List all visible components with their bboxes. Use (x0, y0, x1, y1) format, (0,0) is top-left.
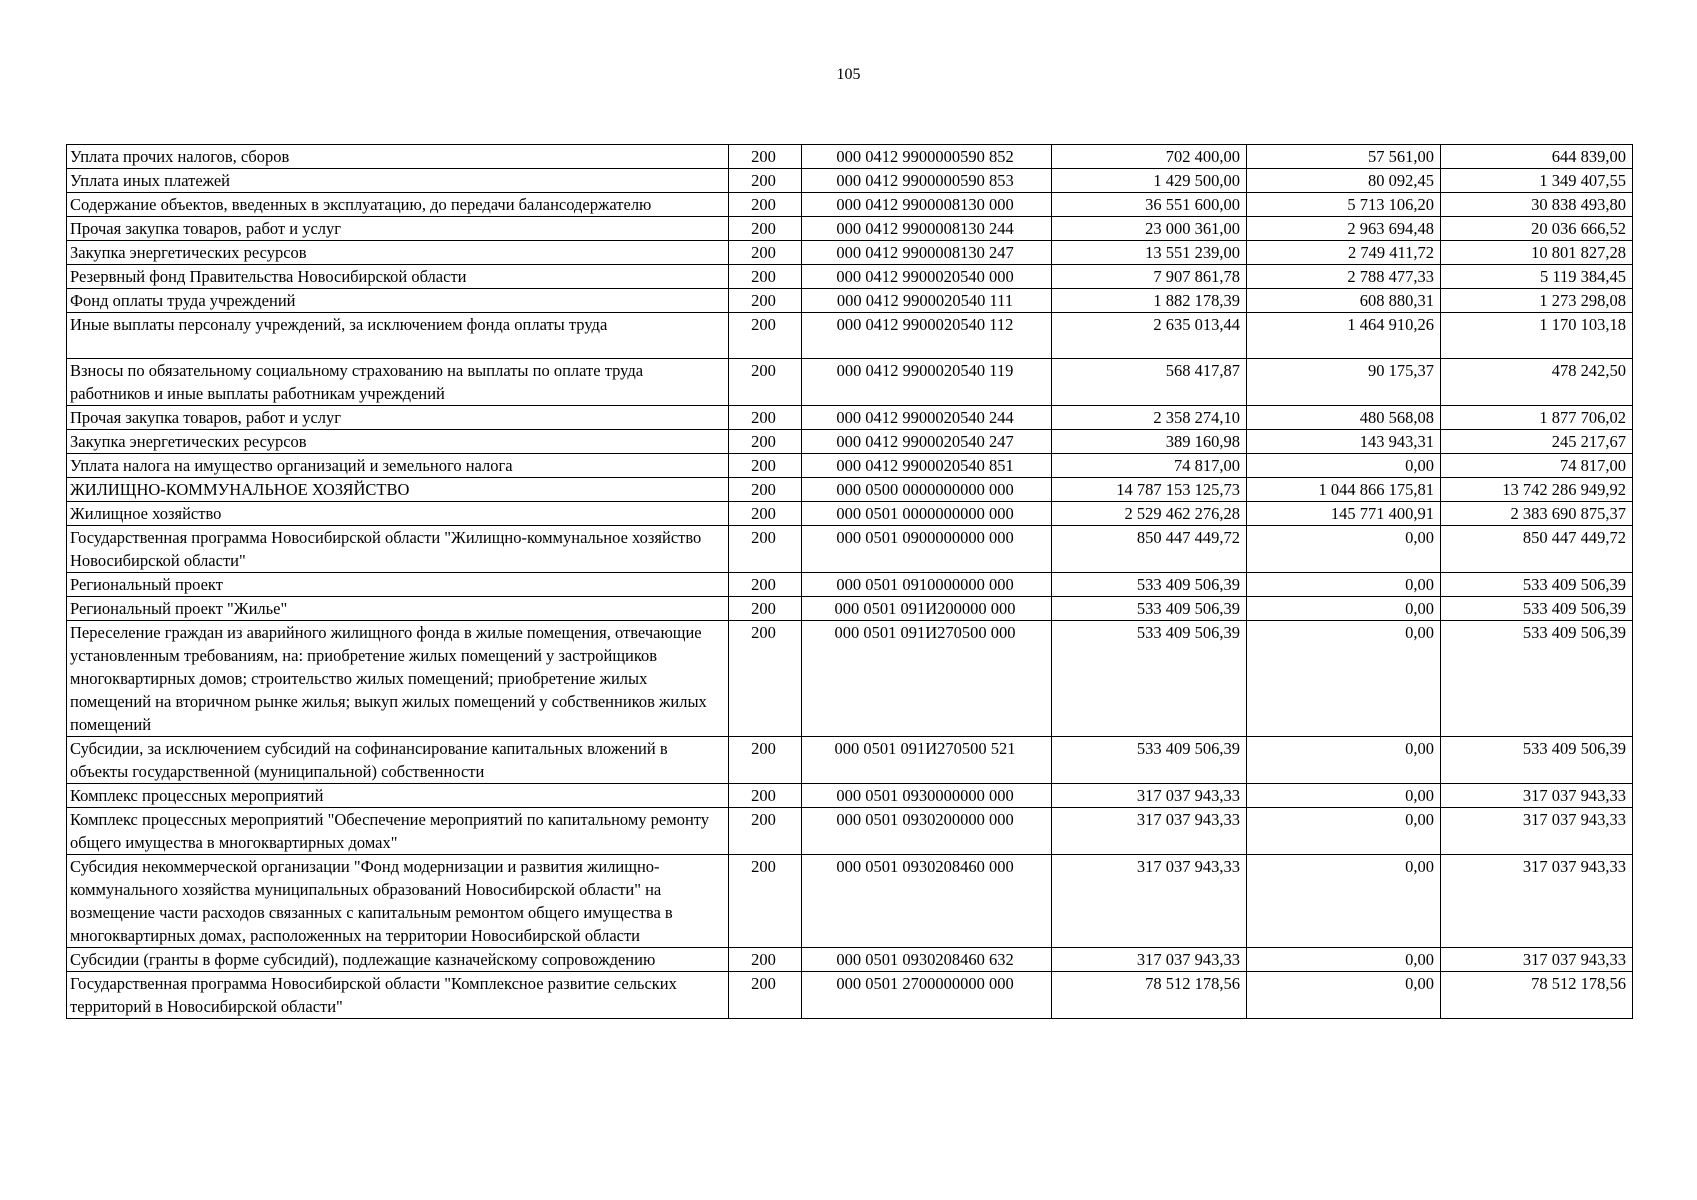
table-row (67, 948, 1633, 972)
row-planned-amount-cell: 533 409 506,39 (1052, 737, 1247, 784)
row-remaining-amount-cell: 533 409 506,39 (1441, 573, 1633, 597)
row-kbk-cell: 000 0412 9900020540 244 (802, 406, 1052, 430)
row-name-cell: Закупка энергетических ресурсов (67, 430, 729, 454)
row-name-cell: Прочая закупка товаров, работ и услуг (67, 406, 729, 430)
row-remaining-amount-cell: 533 409 506,39 (1441, 621, 1633, 737)
row-kbk-cell: 000 0500 0000000000 000 (802, 478, 1052, 502)
row-code-cell: 200 (729, 217, 802, 241)
row-executed-amount-cell: 80 092,45 (1247, 169, 1441, 193)
table-row (67, 454, 1633, 478)
row-executed-amount-cell: 0,00 (1247, 737, 1441, 784)
row-planned-amount-cell: 78 512 178,56 (1052, 972, 1247, 1019)
row-kbk-cell: 000 0501 091И270500 000 (802, 621, 1052, 737)
row-executed-amount-cell: 2 788 477,33 (1247, 265, 1441, 289)
table-row (67, 621, 1633, 737)
row-code-cell: 200 (729, 573, 802, 597)
row-name-cell: Региональный проект "Жилье" (67, 597, 729, 621)
table-row (67, 573, 1633, 597)
row-planned-amount-cell: 850 447 449,72 (1052, 526, 1247, 573)
row-name-cell: Фонд оплаты труда учреждений (67, 289, 729, 313)
row-name-cell: ЖИЛИЩНО-КОММУНАЛЬНОЕ ХОЗЯЙСТВО (67, 478, 729, 502)
row-kbk-cell: 000 0501 0910000000 000 (802, 573, 1052, 597)
table-row (67, 289, 1633, 313)
row-name-cell: Закупка энергетических ресурсов (67, 241, 729, 265)
row-executed-amount-cell: 0,00 (1247, 948, 1441, 972)
row-kbk-cell: 000 0501 0000000000 000 (802, 502, 1052, 526)
row-planned-amount-cell: 1 429 500,00 (1052, 169, 1247, 193)
row-planned-amount-cell: 568 417,87 (1052, 359, 1247, 406)
row-name-cell: Резервный фонд Правительства Новосибирской области (67, 265, 729, 289)
row-remaining-amount-cell: 78 512 178,56 (1441, 972, 1633, 1019)
row-planned-amount-cell: 317 037 943,33 (1052, 948, 1247, 972)
row-planned-amount-cell: 14 787 153 125,73 (1052, 478, 1247, 502)
row-kbk-cell: 000 0412 9900000590 852 (802, 145, 1052, 169)
table-row (67, 145, 1633, 169)
row-executed-amount-cell: 0,00 (1247, 597, 1441, 621)
row-name-cell: Жилищное хозяйство (67, 502, 729, 526)
row-executed-amount-cell: 1 044 866 175,81 (1247, 478, 1441, 502)
row-code-cell: 200 (729, 478, 802, 502)
row-code-cell: 200 (729, 289, 802, 313)
row-remaining-amount-cell: 478 242,50 (1441, 359, 1633, 406)
table-row (67, 217, 1633, 241)
row-planned-amount-cell: 317 037 943,33 (1052, 808, 1247, 855)
row-planned-amount-cell: 702 400,00 (1052, 145, 1247, 169)
row-remaining-amount-cell: 10 801 827,28 (1441, 241, 1633, 265)
row-code-cell: 200 (729, 502, 802, 526)
row-name-cell: Уплата иных платежей (67, 169, 729, 193)
row-planned-amount-cell: 533 409 506,39 (1052, 621, 1247, 737)
row-name-cell: Комплекс процессных мероприятий "Обеспечение мероприятий по капитальному ремонту общего имущества в многоквартирных домах" (67, 808, 729, 855)
row-kbk-cell: 000 0412 9900008130 244 (802, 217, 1052, 241)
row-code-cell: 200 (729, 972, 802, 1019)
row-code-cell: 200 (729, 406, 802, 430)
row-planned-amount-cell: 74 817,00 (1052, 454, 1247, 478)
row-executed-amount-cell: 143 943,31 (1247, 430, 1441, 454)
row-code-cell: 200 (729, 737, 802, 784)
row-remaining-amount-cell: 5 119 384,45 (1441, 265, 1633, 289)
row-code-cell: 200 (729, 313, 802, 359)
table-row (67, 241, 1633, 265)
row-remaining-amount-cell: 245 217,67 (1441, 430, 1633, 454)
row-remaining-amount-cell: 1 170 103,18 (1441, 313, 1633, 359)
row-kbk-cell: 000 0501 0930200000 000 (802, 808, 1052, 855)
row-code-cell: 200 (729, 597, 802, 621)
row-name-cell: Субсидии, за исключением субсидий на софинансирование капитальных вложений в объекты государственной (муниципальной) собственности (67, 737, 729, 784)
row-planned-amount-cell: 36 551 600,00 (1052, 193, 1247, 217)
row-executed-amount-cell: 5 713 106,20 (1247, 193, 1441, 217)
row-remaining-amount-cell: 644 839,00 (1441, 145, 1633, 169)
row-code-cell: 200 (729, 193, 802, 217)
table-row (67, 313, 1633, 359)
row-remaining-amount-cell: 533 409 506,39 (1441, 597, 1633, 621)
row-executed-amount-cell: 0,00 (1247, 808, 1441, 855)
row-code-cell: 200 (729, 359, 802, 406)
row-executed-amount-cell: 0,00 (1247, 573, 1441, 597)
row-executed-amount-cell: 0,00 (1247, 784, 1441, 808)
row-code-cell: 200 (729, 169, 802, 193)
table-row (67, 972, 1633, 1019)
table-row (67, 193, 1633, 217)
row-kbk-cell: 000 0501 091И270500 521 (802, 737, 1052, 784)
row-name-cell: Уплата прочих налогов, сборов (67, 145, 729, 169)
row-executed-amount-cell: 0,00 (1247, 621, 1441, 737)
row-executed-amount-cell: 0,00 (1247, 972, 1441, 1019)
row-code-cell: 200 (729, 808, 802, 855)
row-kbk-cell: 000 0412 9900020540 851 (802, 454, 1052, 478)
row-name-cell: Субсидии (гранты в форме субсидий), подлежащие казначейскому сопровождению (67, 948, 729, 972)
row-kbk-cell: 000 0412 9900020540 111 (802, 289, 1052, 313)
row-executed-amount-cell: 0,00 (1247, 526, 1441, 573)
row-kbk-cell: 000 0501 091И200000 000 (802, 597, 1052, 621)
table-row (67, 265, 1633, 289)
row-executed-amount-cell: 1 464 910,26 (1247, 313, 1441, 359)
row-executed-amount-cell: 90 175,37 (1247, 359, 1441, 406)
row-name-cell: Региональный проект (67, 573, 729, 597)
table-row (67, 737, 1633, 784)
row-executed-amount-cell: 608 880,31 (1247, 289, 1441, 313)
row-name-cell: Переселение граждан из аварийного жилищного фонда в жилые помещения, отвечающие установленным требованиям, на: приобретение жилых помещений у застройщиков многоквартирных домов; строительство жилых помещений; приобретение жилых помещений на вторичном рынке жилья; выкуп жилых помещений у собственников жилых помещений (67, 621, 729, 737)
row-remaining-amount-cell: 1 349 407,55 (1441, 169, 1633, 193)
table-row (67, 359, 1633, 406)
row-code-cell: 200 (729, 265, 802, 289)
row-planned-amount-cell: 533 409 506,39 (1052, 597, 1247, 621)
row-executed-amount-cell: 480 568,08 (1247, 406, 1441, 430)
row-code-cell: 200 (729, 855, 802, 948)
row-remaining-amount-cell: 30 838 493,80 (1441, 193, 1633, 217)
row-name-cell: Взносы по обязательному социальному страхованию на выплаты по оплате труда работников и иные выплаты работникам учреждений (67, 359, 729, 406)
table-row (67, 478, 1633, 502)
row-remaining-amount-cell: 317 037 943,33 (1441, 948, 1633, 972)
row-kbk-cell: 000 0501 0930208460 632 (802, 948, 1052, 972)
row-planned-amount-cell: 2 358 274,10 (1052, 406, 1247, 430)
table-row (67, 430, 1633, 454)
row-planned-amount-cell: 2 529 462 276,28 (1052, 502, 1247, 526)
row-code-cell: 200 (729, 454, 802, 478)
row-kbk-cell: 000 0412 9900020540 247 (802, 430, 1052, 454)
row-code-cell: 200 (729, 948, 802, 972)
row-executed-amount-cell: 0,00 (1247, 454, 1441, 478)
row-executed-amount-cell: 2 963 694,48 (1247, 217, 1441, 241)
row-name-cell: Содержание объектов, введенных в эксплуатацию, до передачи балансодержателю (67, 193, 729, 217)
row-code-cell: 200 (729, 526, 802, 573)
budget-execution-table (66, 144, 1633, 1019)
row-kbk-cell: 000 0412 9900000590 853 (802, 169, 1052, 193)
row-planned-amount-cell: 533 409 506,39 (1052, 573, 1247, 597)
row-kbk-cell: 000 0501 0900000000 000 (802, 526, 1052, 573)
row-planned-amount-cell: 317 037 943,33 (1052, 784, 1247, 808)
row-remaining-amount-cell: 20 036 666,52 (1441, 217, 1633, 241)
row-remaining-amount-cell: 1 273 298,08 (1441, 289, 1633, 313)
row-code-cell: 200 (729, 621, 802, 737)
row-code-cell: 200 (729, 430, 802, 454)
row-name-cell: Комплекс процессных мероприятий (67, 784, 729, 808)
row-name-cell: Прочая закупка товаров, работ и услуг (67, 217, 729, 241)
row-name-cell: Государственная программа Новосибирской области "Комплексное развитие сельских территорий в Новосибирской области" (67, 972, 729, 1019)
row-kbk-cell: 000 0412 9900020540 000 (802, 265, 1052, 289)
row-planned-amount-cell: 7 907 861,78 (1052, 265, 1247, 289)
table-row (67, 597, 1633, 621)
row-executed-amount-cell: 2 749 411,72 (1247, 241, 1441, 265)
row-name-cell: Субсидия некоммерческой организации "Фонд модернизации и развития жилищно-коммунального хозяйства муниципальных образований Новосибирской области" на возмещение части расходов связанных с капитальным ремонтом общего имущества в многоквартирных домах, расположенных на территории Новосибирской области (67, 855, 729, 948)
row-remaining-amount-cell: 2 383 690 875,37 (1441, 502, 1633, 526)
table-row (67, 808, 1633, 855)
table-row (67, 784, 1633, 808)
row-code-cell: 200 (729, 784, 802, 808)
row-planned-amount-cell: 317 037 943,33 (1052, 855, 1247, 948)
row-executed-amount-cell: 145 771 400,91 (1247, 502, 1441, 526)
row-planned-amount-cell: 389 160,98 (1052, 430, 1247, 454)
row-remaining-amount-cell: 533 409 506,39 (1441, 737, 1633, 784)
row-remaining-amount-cell: 317 037 943,33 (1441, 784, 1633, 808)
table-row (67, 502, 1633, 526)
row-kbk-cell: 000 0412 9900020540 112 (802, 313, 1052, 359)
row-code-cell: 200 (729, 145, 802, 169)
row-remaining-amount-cell: 74 817,00 (1441, 454, 1633, 478)
row-kbk-cell: 000 0501 2700000000 000 (802, 972, 1052, 1019)
row-remaining-amount-cell: 317 037 943,33 (1441, 855, 1633, 948)
row-name-cell: Уплата налога на имущество организаций и земельного налога (67, 454, 729, 478)
table-body (67, 145, 1633, 1019)
table-row (67, 526, 1633, 573)
row-planned-amount-cell: 2 635 013,44 (1052, 313, 1247, 359)
row-planned-amount-cell: 1 882 178,39 (1052, 289, 1247, 313)
page-number: 105 (836, 66, 861, 83)
row-remaining-amount-cell: 1 877 706,02 (1441, 406, 1633, 430)
row-code-cell: 200 (729, 241, 802, 265)
row-planned-amount-cell: 23 000 361,00 (1052, 217, 1247, 241)
row-kbk-cell: 000 0501 0930208460 000 (802, 855, 1052, 948)
row-name-cell: Государственная программа Новосибирской области "Жилищно-коммунальное хозяйство Новосибирской области" (67, 526, 729, 573)
row-kbk-cell: 000 0501 0930000000 000 (802, 784, 1052, 808)
row-name-cell: Иные выплаты персоналу учреждений, за исключением фонда оплаты труда (67, 313, 729, 359)
row-remaining-amount-cell: 13 742 286 949,92 (1441, 478, 1633, 502)
row-remaining-amount-cell: 850 447 449,72 (1441, 526, 1633, 573)
row-planned-amount-cell: 13 551 239,00 (1052, 241, 1247, 265)
table-row (67, 406, 1633, 430)
table-row (67, 169, 1633, 193)
row-remaining-amount-cell: 317 037 943,33 (1441, 808, 1633, 855)
table-row (67, 855, 1633, 948)
row-executed-amount-cell: 57 561,00 (1247, 145, 1441, 169)
row-kbk-cell: 000 0412 9900008130 000 (802, 193, 1052, 217)
row-kbk-cell: 000 0412 9900008130 247 (802, 241, 1052, 265)
row-kbk-cell: 000 0412 9900020540 119 (802, 359, 1052, 406)
row-executed-amount-cell: 0,00 (1247, 855, 1441, 948)
